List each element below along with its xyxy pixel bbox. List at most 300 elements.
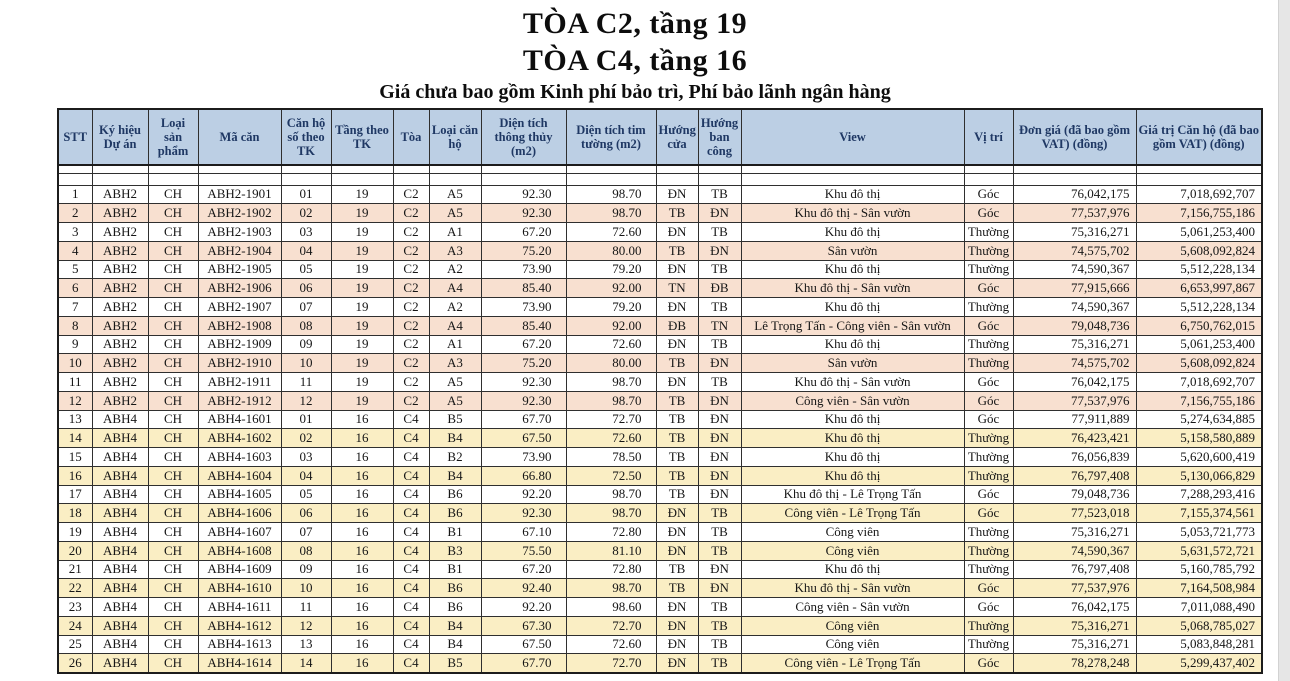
cell-dien-tich-thong-thuy: 92.20 [481, 485, 566, 504]
cell-dien-tich-tim-tuong: 79.20 [566, 298, 656, 317]
cell-huong-ban-cong: TB [698, 223, 741, 242]
cell-ma-can: ABH4-1605 [198, 485, 281, 504]
cell-huong-ban-cong: TB [698, 298, 741, 317]
cell-dien-tich-tim-tuong: 72.60 [566, 635, 656, 654]
cell-tang-theo-tk: 16 [331, 560, 393, 579]
cell-ky-hieu-du-an: ABH4 [92, 485, 148, 504]
cell-vi-tri: Góc [964, 373, 1013, 392]
empty-cell [198, 165, 281, 173]
cell-huong-ban-cong: ĐN [698, 410, 741, 429]
cell-ma-can: ABH2-1904 [198, 241, 281, 260]
cell-ky-hieu-du-an: ABH4 [92, 466, 148, 485]
cell-dien-tich-thong-thuy: 92.20 [481, 598, 566, 617]
cell-tang-theo-tk: 19 [331, 241, 393, 260]
cell-ma-can: ABH4-1601 [198, 410, 281, 429]
table-row [58, 598, 1262, 617]
table-row [58, 448, 1262, 467]
cell-loai-can-ho: A4 [429, 279, 481, 298]
empty-cell [566, 165, 656, 173]
cell-huong-ban-cong: TB [698, 185, 741, 204]
cell-ky-hieu-du-an: ABH4 [92, 429, 148, 448]
cell-dien-tich-thong-thuy: 67.10 [481, 523, 566, 542]
cell-don-gia: 78,278,248 [1013, 654, 1136, 673]
cell-dien-tich-tim-tuong: 72.70 [566, 616, 656, 635]
cell-can-ho-so-theo-tk: 11 [281, 373, 331, 392]
cell-loai-san-pham: CH [148, 541, 198, 560]
cell-ma-can: ABH4-1614 [198, 654, 281, 673]
table-row [58, 335, 1262, 354]
cell-don-gia: 74,575,702 [1013, 241, 1136, 260]
cell-loai-san-pham: CH [148, 335, 198, 354]
cell-dien-tich-tim-tuong: 98.70 [566, 485, 656, 504]
empty-cell [481, 165, 566, 173]
cell-can-ho-so-theo-tk: 04 [281, 466, 331, 485]
cell-dien-tich-thong-thuy: 92.30 [481, 204, 566, 223]
cell-ky-hieu-du-an: ABH2 [92, 241, 148, 260]
cell-can-ho-so-theo-tk: 03 [281, 223, 331, 242]
cell-can-ho-so-theo-tk: 03 [281, 448, 331, 467]
cell-gia-tri-can-ho: 5,608,092,824 [1136, 241, 1262, 260]
cell-tang-theo-tk: 19 [331, 391, 393, 410]
cell-stt: 17 [58, 485, 92, 504]
cell-can-ho-so-theo-tk: 09 [281, 560, 331, 579]
cell-stt: 6 [58, 279, 92, 298]
cell-stt: 19 [58, 523, 92, 542]
cell-gia-tri-can-ho: 5,083,848,281 [1136, 635, 1262, 654]
empty-cell [58, 173, 92, 185]
cell-vi-tri: Góc [964, 316, 1013, 335]
cell-gia-tri-can-ho: 5,512,228,134 [1136, 298, 1262, 317]
cell-vi-tri: Thường [964, 635, 1013, 654]
title-block [0, 0, 1270, 105]
column-header-loai-can-ho: Loại căn hộ [429, 109, 481, 165]
cell-gia-tri-can-ho: 5,068,785,027 [1136, 616, 1262, 635]
cell-view: Khu đô thị - Sân vườn [741, 373, 964, 392]
cell-loai-can-ho: B4 [429, 616, 481, 635]
cell-stt: 20 [58, 541, 92, 560]
cell-loai-can-ho: A1 [429, 335, 481, 354]
cell-gia-tri-can-ho: 7,156,755,186 [1136, 204, 1262, 223]
column-header-ma-can: Mã căn [198, 109, 281, 165]
table-row [58, 616, 1262, 635]
cell-gia-tri-can-ho: 5,053,721,773 [1136, 523, 1262, 542]
cell-loai-san-pham: CH [148, 185, 198, 204]
cell-vi-tri: Góc [964, 279, 1013, 298]
empty-cell [1136, 173, 1262, 185]
cell-stt: 13 [58, 410, 92, 429]
cell-ky-hieu-du-an: ABH2 [92, 260, 148, 279]
cell-tang-theo-tk: 16 [331, 448, 393, 467]
spacer-row [58, 165, 1262, 173]
empty-cell [92, 173, 148, 185]
cell-loai-can-ho: A5 [429, 391, 481, 410]
cell-vi-tri: Thường [964, 260, 1013, 279]
cell-loai-can-ho: A5 [429, 204, 481, 223]
column-header-gia-tri-can-ho: Giá trị Căn hộ (đã bao gồm VAT) (đồng) [1136, 109, 1262, 165]
cell-gia-tri-can-ho: 5,631,572,721 [1136, 541, 1262, 560]
page-title-line2: TÒA C4, tầng 16 [522, 44, 748, 77]
page-title-line1: TÒA C2, tầng 19 [522, 7, 748, 40]
page-subtitle: Giá chưa bao gồm Kinh phí bảo trì, Phí bảo lãnh ngân hàng [379, 81, 891, 103]
cell-tang-theo-tk: 16 [331, 635, 393, 654]
cell-stt: 4 [58, 241, 92, 260]
cell-loai-can-ho: B3 [429, 541, 481, 560]
cell-loai-can-ho: B5 [429, 654, 481, 673]
price-table [57, 108, 1263, 674]
cell-dien-tich-thong-thuy: 67.20 [481, 335, 566, 354]
cell-huong-ban-cong: ĐN [698, 241, 741, 260]
cell-ma-can: ABH2-1902 [198, 204, 281, 223]
cell-vi-tri: Thường [964, 298, 1013, 317]
cell-tang-theo-tk: 16 [331, 579, 393, 598]
cell-view: Sân vườn [741, 241, 964, 260]
cell-tang-theo-tk: 19 [331, 298, 393, 317]
cell-tang-theo-tk: 19 [331, 335, 393, 354]
cell-can-ho-so-theo-tk: 01 [281, 185, 331, 204]
cell-ma-can: ABH4-1602 [198, 429, 281, 448]
cell-loai-san-pham: CH [148, 354, 198, 373]
cell-stt: 1 [58, 185, 92, 204]
cell-huong-ban-cong: TB [698, 523, 741, 542]
cell-vi-tri: Góc [964, 485, 1013, 504]
cell-dien-tich-thong-thuy: 75.20 [481, 241, 566, 260]
cell-view: Khu đô thị [741, 429, 964, 448]
column-header-view: View [741, 109, 964, 165]
cell-loai-san-pham: CH [148, 560, 198, 579]
cell-can-ho-so-theo-tk: 11 [281, 598, 331, 617]
cell-huong-cua: ĐN [656, 504, 698, 523]
cell-ky-hieu-du-an: ABH4 [92, 598, 148, 617]
table-row [58, 241, 1262, 260]
cell-dien-tich-thong-thuy: 92.30 [481, 185, 566, 204]
cell-ky-hieu-du-an: ABH4 [92, 523, 148, 542]
cell-dien-tich-tim-tuong: 98.70 [566, 373, 656, 392]
cell-gia-tri-can-ho: 5,608,092,824 [1136, 354, 1262, 373]
cell-toa: C4 [393, 635, 429, 654]
cell-don-gia: 79,048,736 [1013, 485, 1136, 504]
cell-view: Khu đô thị [741, 448, 964, 467]
cell-huong-cua: TB [656, 579, 698, 598]
empty-cell [331, 173, 393, 185]
cell-dien-tich-tim-tuong: 98.70 [566, 579, 656, 598]
cell-view: Lê Trọng Tấn - Công viên - Sân vườn [741, 316, 964, 335]
cell-ma-can: ABH4-1613 [198, 635, 281, 654]
cell-can-ho-so-theo-tk: 13 [281, 635, 331, 654]
cell-vi-tri: Góc [964, 579, 1013, 598]
cell-stt: 24 [58, 616, 92, 635]
cell-loai-san-pham: CH [148, 485, 198, 504]
cell-gia-tri-can-ho: 5,158,580,889 [1136, 429, 1262, 448]
cell-view: Công viên [741, 635, 964, 654]
cell-tang-theo-tk: 16 [331, 504, 393, 523]
cell-huong-cua: TB [656, 466, 698, 485]
cell-view: Công viên - Lê Trọng Tấn [741, 654, 964, 673]
table-row [58, 410, 1262, 429]
cell-loai-san-pham: CH [148, 448, 198, 467]
cell-huong-ban-cong: TB [698, 335, 741, 354]
cell-loai-can-ho: A3 [429, 354, 481, 373]
cell-huong-cua: ĐN [656, 260, 698, 279]
cell-gia-tri-can-ho: 5,620,600,419 [1136, 448, 1262, 467]
cell-dien-tich-tim-tuong: 81.10 [566, 541, 656, 560]
cell-dien-tich-thong-thuy: 73.90 [481, 298, 566, 317]
empty-cell [1136, 165, 1262, 173]
cell-ky-hieu-du-an: ABH4 [92, 410, 148, 429]
cell-loai-can-ho: A4 [429, 316, 481, 335]
cell-don-gia: 76,056,839 [1013, 448, 1136, 467]
cell-don-gia: 74,590,367 [1013, 541, 1136, 560]
cell-gia-tri-can-ho: 7,288,293,416 [1136, 485, 1262, 504]
cell-dien-tich-tim-tuong: 72.70 [566, 410, 656, 429]
cell-ky-hieu-du-an: ABH4 [92, 579, 148, 598]
table-row [58, 316, 1262, 335]
empty-cell [281, 173, 331, 185]
cell-don-gia: 75,316,271 [1013, 523, 1136, 542]
cell-ma-can: ABH2-1909 [198, 335, 281, 354]
cell-tang-theo-tk: 19 [331, 373, 393, 392]
cell-toa: C2 [393, 185, 429, 204]
empty-cell [656, 173, 698, 185]
cell-loai-san-pham: CH [148, 391, 198, 410]
cell-huong-ban-cong: TB [698, 635, 741, 654]
cell-tang-theo-tk: 16 [331, 485, 393, 504]
cell-toa: C4 [393, 448, 429, 467]
cell-dien-tich-thong-thuy: 67.70 [481, 654, 566, 673]
cell-toa: C2 [393, 260, 429, 279]
cell-loai-can-ho: B6 [429, 504, 481, 523]
cell-loai-can-ho: A3 [429, 241, 481, 260]
cell-vi-tri: Thường [964, 523, 1013, 542]
cell-don-gia: 76,423,421 [1013, 429, 1136, 448]
cell-ma-can: ABH2-1908 [198, 316, 281, 335]
cell-ma-can: ABH4-1606 [198, 504, 281, 523]
cell-can-ho-so-theo-tk: 06 [281, 504, 331, 523]
empty-cell [393, 173, 429, 185]
cell-tang-theo-tk: 16 [331, 429, 393, 448]
cell-ma-can: ABH2-1906 [198, 279, 281, 298]
cell-loai-can-ho: A1 [429, 223, 481, 242]
cell-ma-can: ABH4-1611 [198, 598, 281, 617]
cell-vi-tri: Góc [964, 504, 1013, 523]
cell-huong-ban-cong: TB [698, 260, 741, 279]
cell-ky-hieu-du-an: ABH2 [92, 204, 148, 223]
cell-vi-tri: Thường [964, 241, 1013, 260]
cell-stt: 18 [58, 504, 92, 523]
cell-dien-tich-tim-tuong: 92.00 [566, 279, 656, 298]
table-row [58, 560, 1262, 579]
cell-toa: C2 [393, 316, 429, 335]
cell-loai-san-pham: CH [148, 523, 198, 542]
cell-dien-tich-thong-thuy: 92.30 [481, 504, 566, 523]
cell-dien-tich-thong-thuy: 67.20 [481, 560, 566, 579]
cell-gia-tri-can-ho: 5,130,066,829 [1136, 466, 1262, 485]
cell-huong-cua: TB [656, 204, 698, 223]
cell-dien-tich-thong-thuy: 67.50 [481, 635, 566, 654]
cell-dien-tich-thong-thuy: 85.40 [481, 316, 566, 335]
cell-huong-ban-cong: ĐN [698, 579, 741, 598]
cell-stt: 11 [58, 373, 92, 392]
cell-vi-tri: Góc [964, 598, 1013, 617]
cell-don-gia: 74,575,702 [1013, 354, 1136, 373]
cell-loai-can-ho: B4 [429, 466, 481, 485]
cell-toa: C4 [393, 410, 429, 429]
table-row [58, 391, 1262, 410]
cell-toa: C2 [393, 223, 429, 242]
cell-dien-tich-tim-tuong: 72.80 [566, 560, 656, 579]
cell-gia-tri-can-ho: 6,653,997,867 [1136, 279, 1262, 298]
table-row [58, 504, 1262, 523]
cell-loai-san-pham: CH [148, 373, 198, 392]
cell-loai-san-pham: CH [148, 635, 198, 654]
cell-huong-cua: TB [656, 241, 698, 260]
table-row [58, 354, 1262, 373]
cell-stt: 3 [58, 223, 92, 242]
cell-stt: 15 [58, 448, 92, 467]
cell-loai-can-ho: B6 [429, 579, 481, 598]
cell-view: Khu đô thị - Lê Trọng Tấn [741, 485, 964, 504]
cell-dien-tich-thong-thuy: 73.90 [481, 448, 566, 467]
cell-can-ho-so-theo-tk: 06 [281, 279, 331, 298]
cell-loai-can-ho: A5 [429, 373, 481, 392]
cell-tang-theo-tk: 16 [331, 466, 393, 485]
cell-ky-hieu-du-an: ABH4 [92, 504, 148, 523]
empty-cell [1013, 165, 1136, 173]
cell-toa: C2 [393, 373, 429, 392]
cell-gia-tri-can-ho: 5,512,228,134 [1136, 260, 1262, 279]
cell-stt: 12 [58, 391, 92, 410]
table-row [58, 279, 1262, 298]
cell-ky-hieu-du-an: ABH4 [92, 616, 148, 635]
cell-don-gia: 77,537,976 [1013, 579, 1136, 598]
empty-cell [566, 173, 656, 185]
cell-vi-tri: Góc [964, 654, 1013, 673]
empty-cell [698, 165, 741, 173]
empty-cell [481, 173, 566, 185]
cell-huong-cua: ĐN [656, 598, 698, 617]
cell-gia-tri-can-ho: 5,274,634,885 [1136, 410, 1262, 429]
cell-gia-tri-can-ho: 7,018,692,707 [1136, 373, 1262, 392]
cell-dien-tich-thong-thuy: 73.90 [481, 260, 566, 279]
cell-vi-tri: Thường [964, 354, 1013, 373]
table-row [58, 579, 1262, 598]
cell-dien-tich-tim-tuong: 79.20 [566, 260, 656, 279]
cell-tang-theo-tk: 19 [331, 260, 393, 279]
cell-don-gia: 74,590,367 [1013, 298, 1136, 317]
cell-dien-tich-thong-thuy: 92.30 [481, 391, 566, 410]
cell-huong-cua: ĐN [656, 523, 698, 542]
cell-don-gia: 79,048,736 [1013, 316, 1136, 335]
cell-huong-cua: ĐN [656, 541, 698, 560]
cell-dien-tich-thong-thuy: 75.50 [481, 541, 566, 560]
column-header-dien-tich-tim-tuong: Diện tích tim tường (m2) [566, 109, 656, 165]
cell-ky-hieu-du-an: ABH4 [92, 654, 148, 673]
cell-huong-ban-cong: TB [698, 616, 741, 635]
table-row [58, 373, 1262, 392]
cell-can-ho-so-theo-tk: 09 [281, 335, 331, 354]
cell-vi-tri: Góc [964, 185, 1013, 204]
cell-huong-ban-cong: ĐN [698, 354, 741, 373]
empty-cell [198, 173, 281, 185]
cell-vi-tri: Góc [964, 204, 1013, 223]
cell-huong-cua: TB [656, 391, 698, 410]
cell-ma-can: ABH2-1907 [198, 298, 281, 317]
cell-stt: 2 [58, 204, 92, 223]
cell-view: Sân vườn [741, 354, 964, 373]
cell-can-ho-so-theo-tk: 14 [281, 654, 331, 673]
cell-huong-cua: TB [656, 448, 698, 467]
cell-tang-theo-tk: 19 [331, 354, 393, 373]
cell-loai-san-pham: CH [148, 223, 198, 242]
cell-huong-ban-cong: ĐN [698, 204, 741, 223]
empty-cell [964, 173, 1013, 185]
cell-view: Khu đô thị [741, 466, 964, 485]
cell-huong-cua: ĐN [656, 373, 698, 392]
cell-huong-cua: TN [656, 279, 698, 298]
cell-tang-theo-tk: 19 [331, 223, 393, 242]
cell-ky-hieu-du-an: ABH4 [92, 560, 148, 579]
table-row [58, 204, 1262, 223]
column-header-don-gia: Đơn giá (đã bao gồm VAT) (đồng) [1013, 109, 1136, 165]
cell-dien-tich-thong-thuy: 75.20 [481, 354, 566, 373]
cell-huong-cua: TB [656, 354, 698, 373]
cell-view: Khu đô thị [741, 223, 964, 242]
cell-toa: C2 [393, 391, 429, 410]
cell-toa: C4 [393, 560, 429, 579]
cell-dien-tich-tim-tuong: 98.70 [566, 504, 656, 523]
cell-vi-tri: Thường [964, 616, 1013, 635]
column-header-dien-tich-thong-thuy: Diện tích thông thủy (m2) [481, 109, 566, 165]
table-header-row [58, 109, 1262, 165]
cell-dien-tich-thong-thuy: 66.80 [481, 466, 566, 485]
cell-tang-theo-tk: 16 [331, 410, 393, 429]
cell-loai-can-ho: B1 [429, 523, 481, 542]
cell-toa: C4 [393, 654, 429, 673]
cell-loai-san-pham: CH [148, 616, 198, 635]
table-row [58, 429, 1262, 448]
cell-loai-san-pham: CH [148, 654, 198, 673]
cell-tang-theo-tk: 19 [331, 316, 393, 335]
cell-don-gia: 74,590,367 [1013, 260, 1136, 279]
table-row [58, 523, 1262, 542]
cell-huong-cua: TB [656, 429, 698, 448]
cell-ky-hieu-du-an: ABH2 [92, 354, 148, 373]
cell-loai-can-ho: B4 [429, 429, 481, 448]
cell-huong-ban-cong: ĐN [698, 485, 741, 504]
cell-dien-tich-tim-tuong: 72.60 [566, 223, 656, 242]
cell-loai-can-ho: B5 [429, 410, 481, 429]
cell-huong-ban-cong: ĐN [698, 448, 741, 467]
cell-ky-hieu-du-an: ABH2 [92, 373, 148, 392]
cell-toa: C4 [393, 523, 429, 542]
cell-stt: 25 [58, 635, 92, 654]
screenshot-edge-strip [1278, 0, 1290, 681]
cell-gia-tri-can-ho: 7,155,374,561 [1136, 504, 1262, 523]
cell-can-ho-so-theo-tk: 02 [281, 204, 331, 223]
cell-dien-tich-tim-tuong: 80.00 [566, 241, 656, 260]
cell-huong-ban-cong: TB [698, 504, 741, 523]
cell-ma-can: ABH2-1905 [198, 260, 281, 279]
cell-huong-ban-cong: TB [698, 541, 741, 560]
empty-cell [429, 173, 481, 185]
cell-toa: C4 [393, 504, 429, 523]
cell-view: Khu đô thị - Sân vườn [741, 279, 964, 298]
cell-can-ho-so-theo-tk: 07 [281, 298, 331, 317]
cell-toa: C2 [393, 204, 429, 223]
cell-dien-tich-tim-tuong: 98.70 [566, 391, 656, 410]
cell-stt: 10 [58, 354, 92, 373]
cell-ma-can: ABH2-1912 [198, 391, 281, 410]
cell-don-gia: 75,316,271 [1013, 223, 1136, 242]
